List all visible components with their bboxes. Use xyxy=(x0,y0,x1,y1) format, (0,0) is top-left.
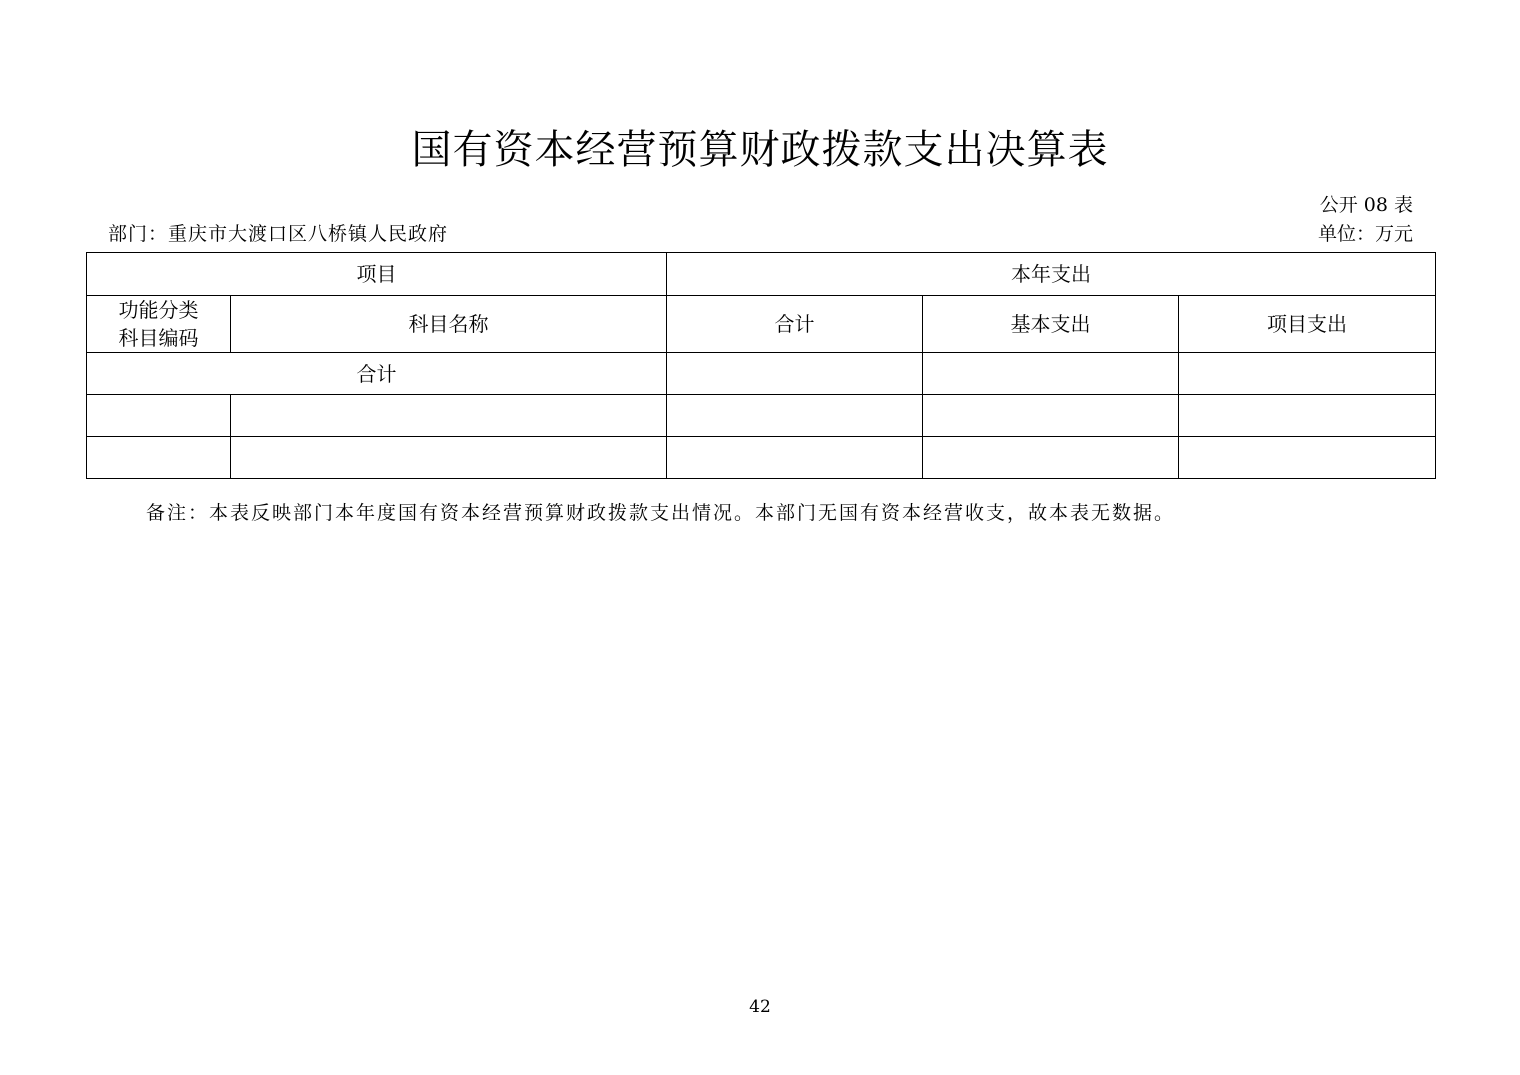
unit-label: 单位：万元 xyxy=(1317,223,1413,245)
table-cell xyxy=(231,437,667,479)
total-project-cell xyxy=(1179,353,1436,395)
header-function-code-line1: 功能分类 xyxy=(118,298,199,322)
header-basic-expenditure: 基本支出 xyxy=(923,296,1179,353)
header-row-2 xyxy=(87,296,1436,353)
header-function-code xyxy=(87,296,231,353)
table-row xyxy=(87,395,1436,437)
table-cell xyxy=(87,395,231,437)
table-cell xyxy=(1179,437,1436,479)
table-cell xyxy=(923,395,1179,437)
header-subject-name: 科目名称 xyxy=(231,296,667,353)
expenditure-table xyxy=(86,252,1436,479)
total-basic-cell xyxy=(923,353,1179,395)
table-cell xyxy=(231,395,667,437)
header-total: 合计 xyxy=(667,296,923,353)
table-cell xyxy=(923,437,1179,479)
table-cell xyxy=(87,437,231,479)
header-function-code-line2: 科目编码 xyxy=(118,326,199,350)
table-cell xyxy=(1179,395,1436,437)
total-row-label: 合计 xyxy=(87,353,667,395)
page-number: 42 xyxy=(749,997,771,1017)
header-current-year: 本年支出 xyxy=(667,253,1436,296)
table-cell xyxy=(667,437,923,479)
department-label: 部门：重庆市大渡口区八桥镇人民政府 xyxy=(108,223,449,245)
total-cell xyxy=(667,353,923,395)
table-row xyxy=(87,437,1436,479)
form-number: 公开 08 表 xyxy=(1319,194,1413,216)
header-row-1 xyxy=(87,253,1436,296)
total-row xyxy=(87,353,1436,395)
table-cell xyxy=(667,395,923,437)
header-item: 项目 xyxy=(87,253,667,296)
table-note: 备注：本表反映部门本年度国有资本经营预算财政拨款支出情况。本部门无国有资本经营收支，故本表无数据。 xyxy=(146,502,1176,524)
page-title: 国有资本经营预算财政拨款支出决算表 xyxy=(411,127,1109,173)
header-project-expenditure: 项目支出 xyxy=(1179,296,1436,353)
